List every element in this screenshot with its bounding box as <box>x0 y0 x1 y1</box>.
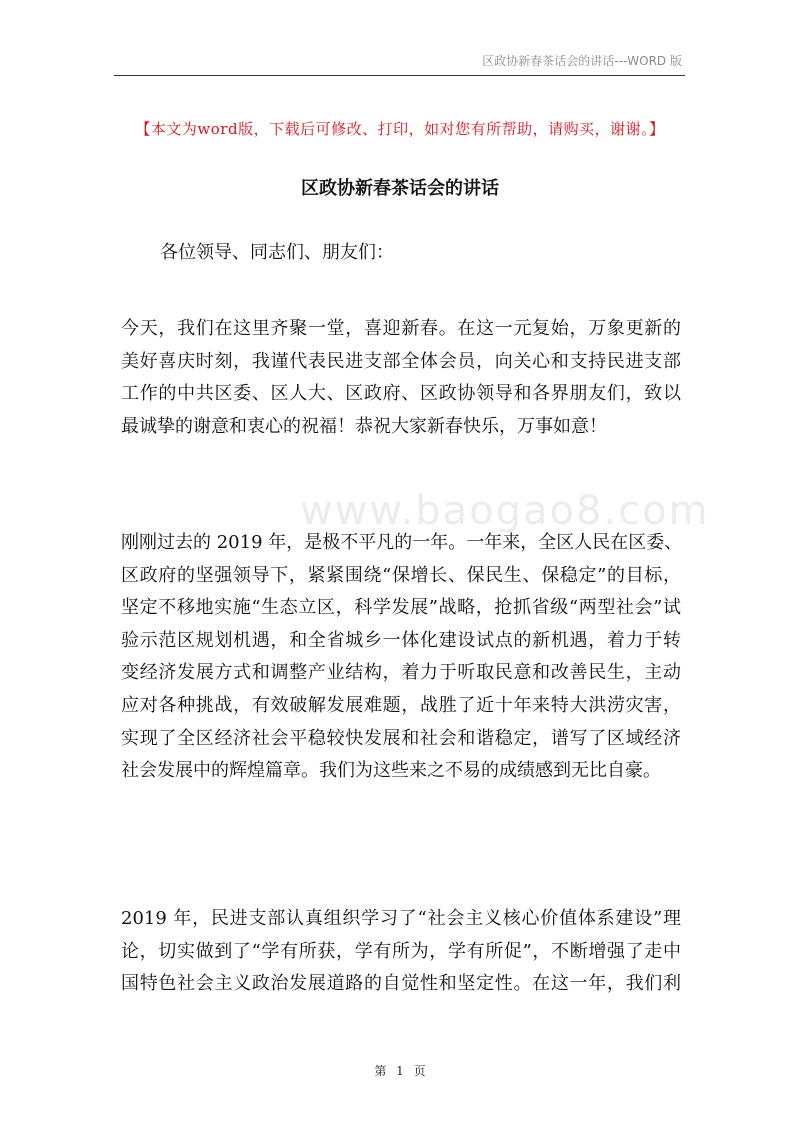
paragraph-line: 刚刚过去的 2019 年，是极不平凡的一年。一年来，全区人民在区委、 <box>121 532 683 553</box>
paragraph-line: 验示范区规划机遇，和全省城乡一体化建设试点的新机遇，着力于转 <box>121 629 681 651</box>
page-suffix: 页 <box>413 1064 426 1078</box>
paragraph-line: 社会发展中的辉煌篇章。我们为这些来之不易的成绩感到无比自豪。 <box>121 760 661 782</box>
paragraph-3 <box>121 903 681 1001</box>
paragraph-line: 美好喜庆时刻，我谨代表民进支部全体会员，向关心和支持民进支部 <box>121 350 681 372</box>
paragraph-line: 应对各种挑战，有效破解发展难题，战胜了近十年来特大洪涝灾害， <box>121 694 681 716</box>
paragraph-line: 工作的中共区委、区人大、区政府、区政协领导和各界朋友们，致以 <box>121 383 681 405</box>
purchase-notice: 【本文为word版，下载后可修改、打印，如对您有所帮助，请购买，谢谢。】 <box>135 120 665 138</box>
running-header: 区政协新春茶话会的讲话---WORD 版 <box>482 54 682 68</box>
paragraph-line: 实现了全区经济社会平稳较快发展和社会和谐稳定，谱写了区域经济 <box>121 727 681 749</box>
page-prefix: 第 <box>374 1064 387 1078</box>
watermark: www.baogao8.com <box>300 488 710 534</box>
greeting: 各位领导、同志们、朋友们： <box>160 242 394 263</box>
header-divider <box>114 75 685 76</box>
paragraph-1 <box>121 313 681 443</box>
paragraph-line: 2019 年，民进支部认真组织学习了“社会主义核心价值体系建设”理 <box>121 908 681 929</box>
paragraph-2 <box>121 527 681 788</box>
paragraph-line: 国特色社会主义政治发展道路的自觉性和坚定性。在这一年，我们利 <box>121 973 681 995</box>
paragraph-line: 今天，我们在这里齐聚一堂，喜迎新春。在这一元复始，万象更新的 <box>121 318 681 339</box>
page-footer <box>0 1062 800 1079</box>
paragraph-line: 区政府的坚强领导下，紧紧围绕“保增长、保民生、保稳定”的目标， <box>121 564 681 586</box>
paragraph-line: 论，切实做到了“学有所获，学有所为，学有所促”，不断增强了走中 <box>121 940 681 962</box>
paragraph-line: 变经济发展方式和调整产业结构，着力于听取民意和改善民生，主动 <box>121 662 681 684</box>
paragraph-line: 坚定不移地实施“生态立区，科学发展”战略，抢抓省级“两型社会”试 <box>121 597 681 619</box>
paragraph-line: 最诚挚的谢意和衷心的祝福！恭祝大家新春快乐，万事如意！ <box>121 415 607 437</box>
document-title: 区政协新春茶话会的讲话 <box>301 178 499 199</box>
page-number: 1 <box>396 1064 404 1078</box>
